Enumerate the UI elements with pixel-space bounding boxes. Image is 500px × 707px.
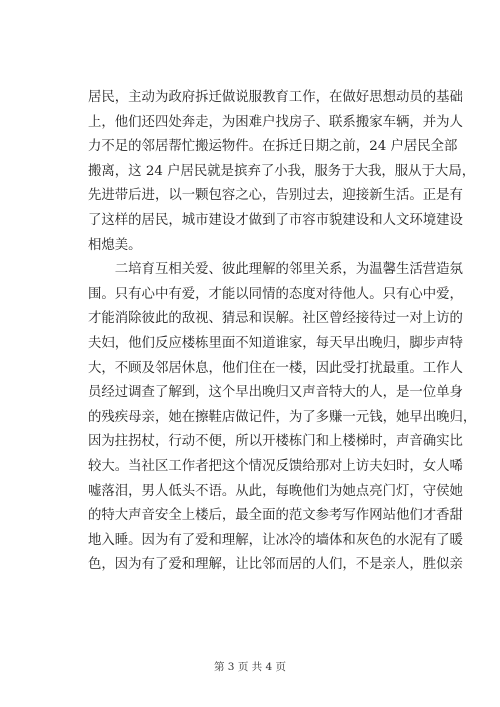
text-line: 夫妇，他们反应楼栋里面不知道谁家，每天早出晚归，脚步声特 bbox=[88, 335, 463, 351]
text-line: 大，不顾及邻居休息，他们住在一楼，因此受打扰最重。工作人 bbox=[88, 360, 463, 376]
text-line: 先进带后进，以一颗包容之心，告别过去，迎接新生活。正是有 bbox=[88, 188, 463, 204]
text-line: 较大。当社区工作者把这个情况反馈给那对上访夫妇时，女人唏 bbox=[88, 458, 463, 474]
text-line: 的残疾母亲，她在擦鞋店做记件，为了多赚一元钱，她早出晚归， bbox=[88, 409, 477, 425]
text-line: 搬离，这 24 户居民就是摈弃了小我，服务于大我，服从于大局， bbox=[88, 163, 476, 179]
text-line: 了这样的居民，城市建设才做到了市容市貌建设和人文环境建设 bbox=[88, 212, 463, 228]
text-line: 嘘落泪，男人低头不语。从此，每晚他们为她点亮门灯，守侯她 bbox=[88, 483, 463, 499]
text-line: 上，他们还四处奔走，为困难户找房子、联系搬家车辆，并为人 bbox=[88, 114, 463, 130]
text-line: 居民，主动为政府拆迁做说服教育工作，在做好思想动员的基础 bbox=[88, 90, 463, 105]
text-line: 力不足的邻居帮忙搬运物件。在拆迁日期之前，24 户居民全部 bbox=[88, 139, 458, 155]
text-line: 因为拄拐杖，行动不便，所以开楼栋门和上楼梯时，声音确实比 bbox=[88, 434, 463, 450]
page-footer: 第 3 页 共 4 页 bbox=[213, 661, 287, 673]
text-line: 员经过调查了解到，这个早出晚归又声音特大的人，是一位单身 bbox=[88, 385, 463, 401]
text-line: 才能消除彼此的敌视、猜忌和误解。社区曾经接待过一对上访的 bbox=[88, 311, 463, 327]
text-line: 色，因为有了爱和理解，让比邻而居的人们，不是亲人，胜似亲 bbox=[88, 557, 463, 573]
text-line: 围。只有心中有爱，才能以同情的态度对待他人。只有心中爱， bbox=[88, 286, 463, 302]
text-line: 相熄美。 bbox=[88, 237, 142, 253]
text-line: 二培育互相关爱、彼此理解的邻里关系，为温馨生活营造氛 bbox=[88, 262, 463, 278]
text-line: 地入睡。因为有了爱和理解，让冰冷的墙体和灰色的水泥有了暖 bbox=[88, 532, 463, 548]
text-line: 的特大声音安全上楼后，最全面的范文参考写作网站他们才香甜 bbox=[88, 508, 463, 524]
body-text bbox=[88, 86, 477, 578]
